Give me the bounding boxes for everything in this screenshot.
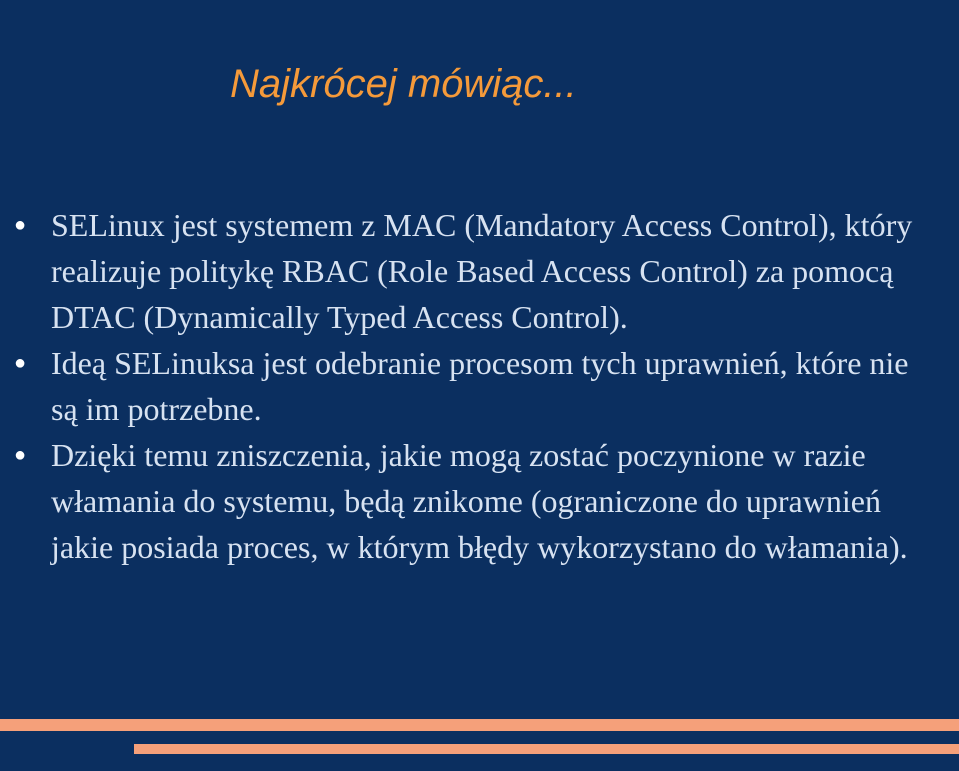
bullet-dot-icon: ●	[14, 444, 27, 466]
slide-title: Najkrócej mówiąc...	[230, 62, 577, 106]
bullet-dot-icon: ●	[14, 214, 27, 236]
bullet-text: Ideą SELinuksa jest odebranie procesom tych uprawnień, które nie są im potrzebne.	[51, 345, 909, 427]
bullet-item	[0, 340, 959, 432]
bullet-dot-icon: ●	[14, 352, 27, 374]
decorative-rule-bottom	[134, 744, 959, 754]
bullet-item	[0, 202, 959, 340]
bullet-item	[0, 432, 959, 570]
decorative-rule-top	[0, 719, 959, 731]
bullet-text: SELinux jest systemem z MAC (Mandatory Access Control), który realizuje politykę RBAC (Role Based Access Control) za pomocą DTAC (Dynamically Typed Access Control).	[51, 207, 913, 335]
bullet-text: Dzięki temu zniszczenia, jakie mogą zostać poczynione w razie włamania do systemu, będą znikome (ograniczone do uprawnień jakie posiada proces, w którym błędy wykorzystano do włamania).	[51, 437, 908, 565]
bullet-list	[0, 202, 959, 570]
